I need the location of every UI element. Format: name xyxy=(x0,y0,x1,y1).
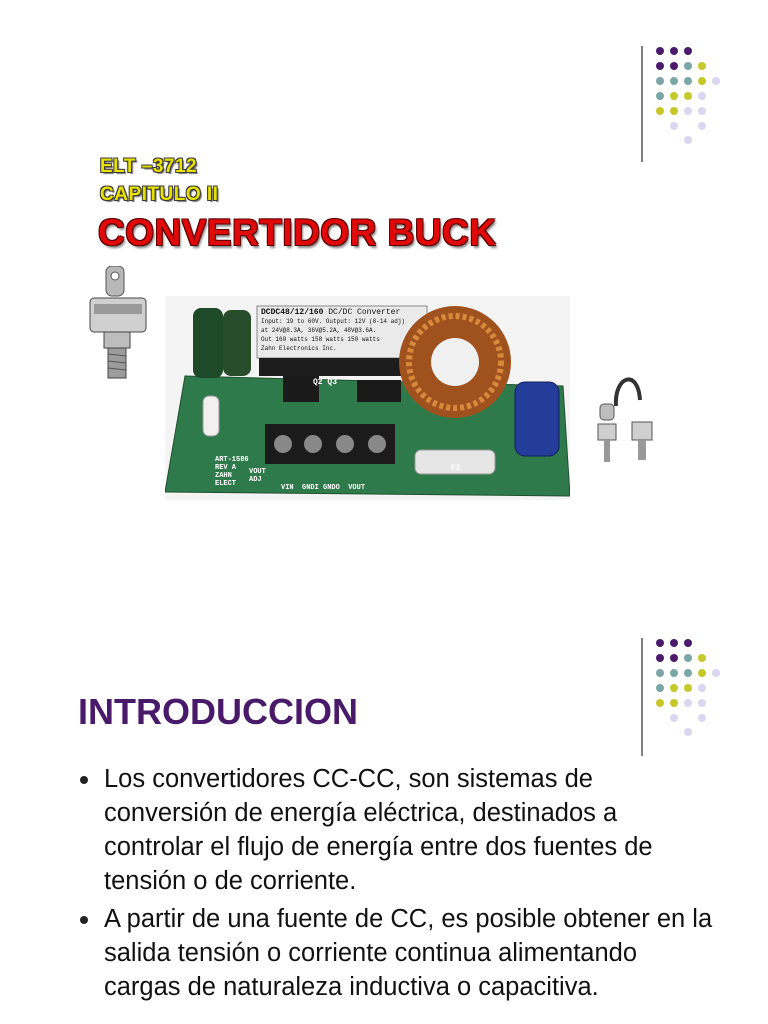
board-q-labels: Q2 Q3 xyxy=(313,378,338,387)
thyristor-photo xyxy=(82,266,154,382)
dot-grid-decoration xyxy=(652,44,736,148)
bullet-list xyxy=(74,762,714,1008)
slide-2 xyxy=(0,576,768,1024)
bullet-icon xyxy=(80,916,88,924)
dcdc-board-photo xyxy=(165,296,570,500)
board-adj: VOUT ADJ xyxy=(249,468,266,484)
board-model-suffix: DC/DC Converter xyxy=(328,308,401,317)
chapter-label: CAPITULO II xyxy=(100,184,219,205)
board-rev: REV A xyxy=(215,464,237,472)
divider-line xyxy=(641,638,643,756)
board-maker: Zahn Electronics Inc. xyxy=(261,345,337,352)
bullet-text: Los convertidores CC-CC, son sistemas de conversión de energía eléctrica, destinados a controlar el flujo de energía entre dos fuentes de tensión o de corriente. xyxy=(104,765,653,895)
course-code: ELT –3712 xyxy=(100,156,198,177)
bullet-text: A partir de una fuente de CC, es posible obtener en la salida tensión o corriente continua alimentando cargas de naturaleza inductiva o capacitiva. xyxy=(104,905,713,1001)
bullet-item xyxy=(74,762,714,898)
divider-line xyxy=(641,46,643,162)
bullet-item xyxy=(74,902,714,1004)
board-spec-3: Out 160 watts 158 watts 150 watts xyxy=(261,336,380,343)
board-brand-2: ELECT xyxy=(215,480,237,488)
bullet-icon xyxy=(80,776,88,784)
board-model: DCDC48/12/160 xyxy=(261,308,324,317)
slide-title: CONVERTIDOR BUCK xyxy=(98,212,497,253)
board-terminals: VIN GNDI GNDO VOUT xyxy=(281,484,366,492)
board-fuse: F2 xyxy=(451,464,461,473)
board-spec-2: at 24V@8.3A, 36V@5.2A, 48V@3.6A. xyxy=(261,327,377,334)
board-brand-1: ZAHN xyxy=(215,472,232,480)
dot-grid-decoration xyxy=(652,636,736,740)
section-heading: INTRODUCCION xyxy=(78,691,358,732)
board-spec-1: Input: 19 to 60V. Output: 12V (8-14 adj) xyxy=(261,318,406,325)
diodes-photo xyxy=(594,370,660,466)
board-part: ART-1586 xyxy=(215,456,249,464)
